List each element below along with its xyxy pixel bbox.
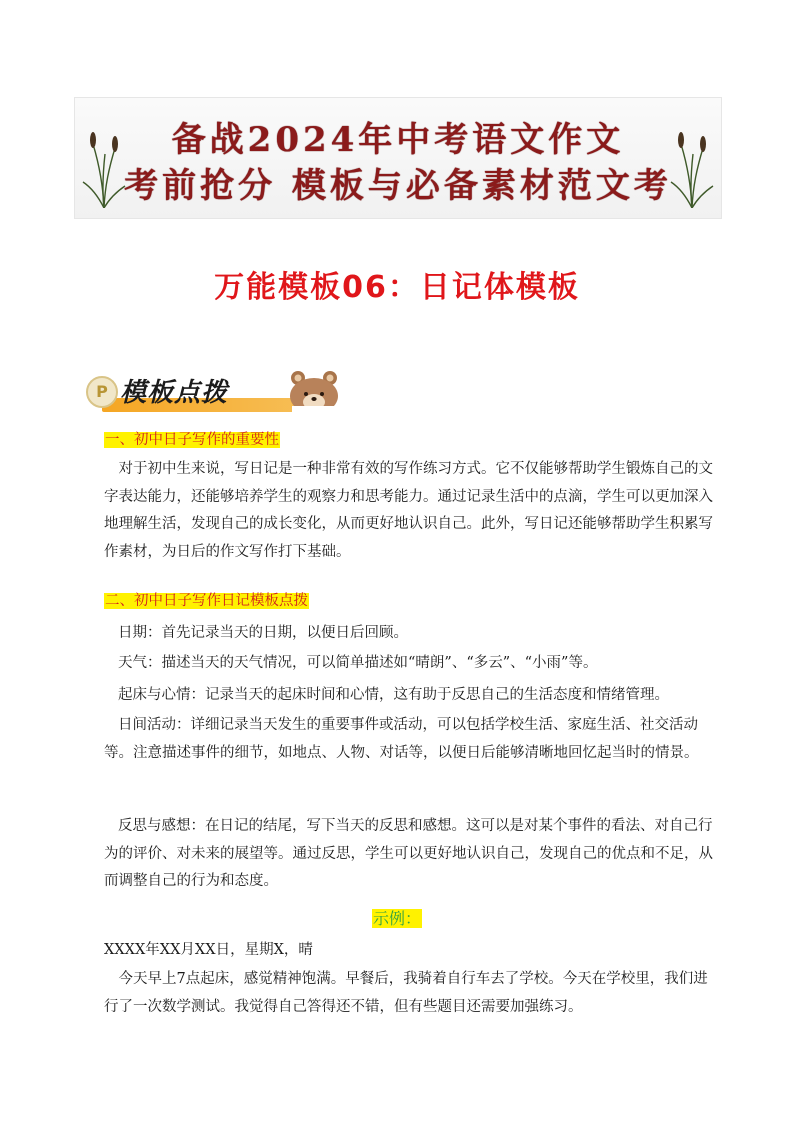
section-tag-label: 模板点拨 [120,378,229,408]
item-reflection: 反思与感想：在日记的结尾，写下当天的反思和感想。这可以是对某个事件的看法、对自己行为的评价、对未来的展望等。通过反思，学生可以更好地认识自己，发现自己的优点和不足，从而调整自己的行为和态度。 [104,818,713,889]
example-date: XXXX年XX月XX日，星期X，晴 [104,942,313,958]
bear-icon [282,368,346,416]
example-label: 示例： [372,909,421,928]
item-daytime-activity: 日间活动：详细记录当天发生的重要事件或活动，可以包括学校生活、家庭生活、社交活动等。注意描述事件的细节，如地点、人物、对话等，以便日后能够清晰地回忆起当时的情景。 [104,717,699,761]
page-title: 万能模板06：日记体模板 [214,270,580,305]
section-tag [86,368,352,416]
example-text: 今天早上7点起床，感觉精神饱满。早餐后，我骑着自行车去了学校。今天在学校里，我们进行了一次数学测试。我觉得自己答得还不错，但有些题目还需要加强练习。 [104,971,708,1015]
header-banner [74,97,722,219]
item-weather: 天气：描述当天的天气情况，可以简单描述如“晴朗”、“多云”、“小雨”等。 [118,655,598,671]
reed-grass-icon [669,124,715,208]
p-badge-icon: P [86,376,118,408]
heading-importance: 一、初中日子写作的重要性 [105,432,279,448]
paragraph-importance: 对于初中生来说，写日记是一种非常有效的写作练习方式。它不仅能够帮助学生锻炼自己的文字表达能力，还能够培养学生的观察力和思考能力。通过记录生活中的点滴，学生可以更加深入地理解生活，发现自己的成长变化，从而更好地认识自己。此外，写日记还能够帮助学生积累写作素材，为日后的作文写作打下基础。 [104,461,713,560]
banner-line-1: 备战2024年中考语文作文 [171,120,625,160]
item-date: 日期：首先记录当天的日期，以便日后回顾。 [118,625,408,641]
banner-line-2: 考前抢分 模板与必备素材范文考 [124,166,672,206]
item-wake-mood: 起床与心情：记录当天的起床时间和心情，这有助于反思自己的生活态度和情绪管理。 [118,687,669,703]
heading-template-tips: 二、初中日子写作日记模板点拨 [105,593,308,609]
